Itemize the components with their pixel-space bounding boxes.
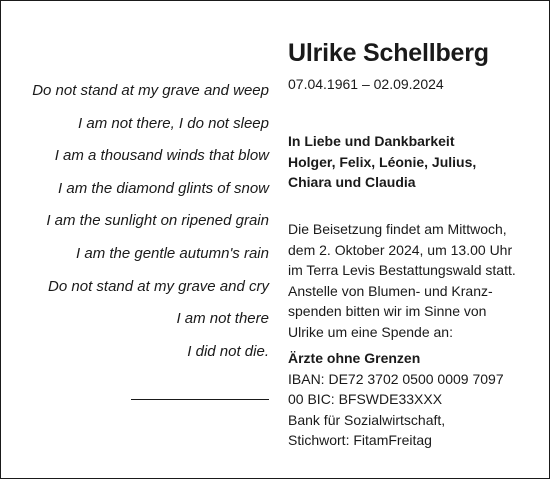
family-line: Holger, Felix, Léonie, Julius, bbox=[288, 153, 477, 170]
poem-line: I did not die. bbox=[187, 342, 269, 360]
poem-line: I am the sunlight on ripened grain bbox=[46, 212, 269, 230]
poem-line: Do not stand at my grave and cry bbox=[48, 277, 269, 295]
life-dates: 07.04.1961 – 02.09.2024 bbox=[288, 76, 444, 92]
donation-info bbox=[288, 348, 504, 451]
funeral-line: spenden bitten wir im Sinne von bbox=[288, 303, 487, 319]
poem-line: Do not stand at my grave and weep bbox=[32, 82, 269, 99]
funeral-line: Anstelle von Blumen- und Kranz- bbox=[288, 282, 493, 299]
divider-line bbox=[131, 399, 269, 400]
poem-line: I am not there bbox=[176, 310, 269, 328]
family-block bbox=[288, 131, 476, 193]
poem-line: I am the gentle autumn's rain bbox=[76, 244, 269, 262]
funeral-line: Die Beisetzung findet am Mittwoch, bbox=[288, 221, 507, 237]
donation-line: 00 BIC: BFSWDE33XXX bbox=[288, 391, 443, 407]
poem bbox=[1, 75, 269, 368]
poem-line: I am the diamond glints of snow bbox=[58, 179, 269, 197]
deceased-name: Ulrike Schellberg bbox=[288, 39, 489, 67]
donation-org: Ärzte ohne Grenzen bbox=[288, 350, 421, 366]
funeral-line: Ulrike um eine Spende an: bbox=[288, 323, 453, 340]
poem-line: I am not there, I do not sleep bbox=[78, 114, 269, 132]
funeral-line: dem 2. Oktober 2024, um 13.00 Uhr bbox=[288, 241, 513, 258]
funeral-line: im Terra Levis Bestattungswald statt. bbox=[288, 262, 516, 278]
poem-line: I am a thousand winds that blow bbox=[54, 147, 269, 165]
family-line: In Liebe und Dankbarkeit bbox=[288, 133, 455, 149]
donation-line: IBAN: DE72 3702 0500 0009 7097 bbox=[288, 370, 504, 387]
donation-line: Stichwort: FitamFreitag bbox=[288, 432, 432, 448]
family-line: Chiara und Claudia bbox=[288, 174, 416, 190]
donation-line: Bank für Sozialwirtschaft, bbox=[288, 411, 446, 428]
funeral-info bbox=[288, 219, 516, 342]
